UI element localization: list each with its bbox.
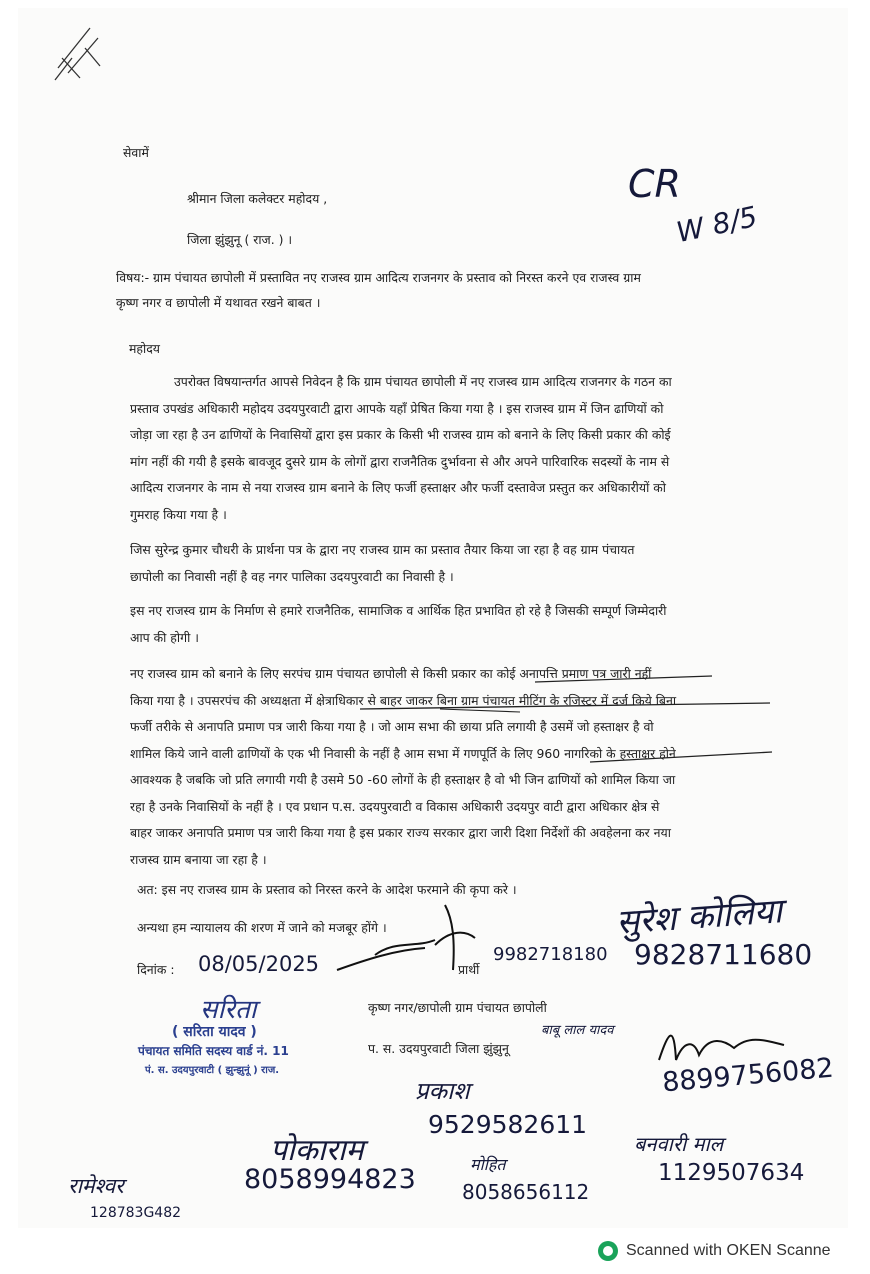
para1-line: गुमराह किया गया है । [130, 506, 227, 522]
place-line1: कृष्ण नगर/छापोली ग्राम पंचायत छापोली [368, 1000, 547, 1015]
para3-line: आप की होगी । [130, 629, 199, 645]
name-pokram: पोकाराम [270, 1133, 364, 1168]
salutation-to: सेवामें [123, 145, 149, 160]
para1-line: उपरोक्त विषयान्तर्गत आपसे निवेदन है कि ग्राम पंचायत छापोली में नए राजस्व ग्राम आदित्य राजनगर के गठन का [174, 374, 672, 389]
stamp-line1: पंचायत समिति सदस्य वार्ड नं. 11 [138, 1044, 289, 1058]
phone-mohit: 8058656112 [462, 1180, 590, 1204]
stamp-signature: सरिता [200, 995, 257, 1025]
place-line2: प. स. उदयपुरवाटी जिला झुंझुनू [368, 1041, 509, 1056]
phone-babulal: 8899756082 [660, 1052, 835, 1099]
para4-line: आवश्यक है जबकि जो प्रति लगायी गयी है उसमे 50 -60 लोगों के ही हस्ताक्षर है वो भी जिन ढाणियों को शामिल किया जा [130, 772, 676, 787]
top-note: W 8/5 [673, 199, 761, 250]
date-value: 08/05/2025 [198, 952, 320, 976]
warning-line: अन्यथा हम न्यायालय की शरण में जाने को मजबूर होंगे । [137, 920, 387, 935]
para4-line: रहा है उनके निवासियों के नहीं है । एव प्रधान प.स. उदयपुरवाटी व विकास अधिकारी उदयपुर वाटी द्वारा अधिकार क्षेत्र से [130, 798, 660, 814]
phone-ramesh: 128783G482 [90, 1205, 182, 1221]
recipient-line1: श्रीमान जिला कलेक्टर महोदय , [187, 191, 328, 206]
greeting: महोदय [129, 341, 160, 356]
para3-line: इस नए राजस्व ग्राम के निर्माण से हमारे राजनैतिक, सामाजिक व आर्थिक हित प्रभावित हो रहे है जिसकी सम्पूर्ण जिम्मेदारी [130, 603, 667, 618]
scanner-logo-icon [598, 1241, 618, 1261]
name-suresh: सुरेश कोलिया [614, 891, 784, 943]
para4-line: फर्जी तरीके से अनापति प्रमाण पत्र जारी किया गया है । जो आम सभा की छाया प्रति लगायी है उसमें जो हस्ताक्षर है वो [130, 719, 654, 734]
request-line: अत: इस नए राजस्व ग्राम के प्रस्ताव को निरस्त करने के आदेश फरमाने की कृपा करे । [137, 882, 517, 897]
para2-line: छापोली का निवासी नहीं है वह नगर पालिका उदयपुरवाटी का निवासी है । [130, 568, 454, 584]
para4-line: किया गया है । उपसरपंच की अध्यक्षता में क्षेत्राधिकार से बाहर जाकर बिना ग्राम पंचायत मीटिंग के रजिस्टर में दर्ज किये बिना [130, 692, 677, 708]
phone-suresh: 9828711680 [634, 938, 813, 971]
para2-line: जिस सुरेन्द्र कुमार चौधरी के प्रार्थना पत्र के द्वारा नए राजस्व ग्राम का प्रस्ताव तैयार किया जा रहा है वह ग्राम पंचायत [130, 542, 635, 557]
applicant-label: प्रार्थी [458, 962, 480, 977]
para4-line: नए राजस्व ग्राम को बनाने के लिए सरपंच ग्राम पंचायत छापोली से किसी प्रकार का कोई अनापत्ति प्रमाण पत्र जारी नहीं [130, 666, 652, 681]
para1-line: प्रस्ताव उपखंड अधिकारी महोदय उदयपुरवाटी द्वारा आपके यहाँ प्रेषित किया गया है । इस राजस्व ग्राम में जिन ढाणियों को [130, 400, 664, 416]
phone-prakash: 9529582611 [428, 1110, 588, 1139]
phone-banwari: 1129507634 [658, 1160, 805, 1186]
name-babulal: बाबू लाल यादव [541, 1023, 614, 1038]
subject-line2: कृष्ण नगर व छापोली में यथावत रखने बाबत । [116, 295, 321, 310]
name-prakash: प्रकाश [415, 1077, 470, 1105]
recipient-line2: जिला झुंझुनू ( राज. ) । [187, 232, 293, 247]
stamp-name: ( सरिता यादव ) [172, 1024, 257, 1040]
scanner-watermark [598, 1237, 831, 1265]
para4-line: शामिल किये जाने वाली ढाणियों के एक भी निवासी के नहीं है आम सभा में गणपूर्ति के लिए 960 नागरिको के हस्ताक्षर होने [130, 745, 676, 761]
name-banwari: बनवारी माल [634, 1132, 724, 1156]
scanner-text: Scanned with OKEN Scanne [626, 1242, 831, 1259]
name-mohit: मोहित [470, 1155, 506, 1174]
para1-line: जोड़ा जा रहा है उन ढाणियों के निवासियों द्वारा इस प्रकार के किसी भी राजस्व ग्राम को बनाने के लिए किसी प्रकार की कोई [130, 427, 671, 442]
subject-line1: विषय:- ग्राम पंचायत छापोली में प्रस्तावित नए राजस्व ग्राम आदित्य राजनगर के प्रस्ताव को निरस्त करने एव राजस्व ग्राम [116, 270, 641, 285]
para1-line: आदित्य राजनगर के नाम से नया राजस्व ग्राम बनाने के लिए फर्जी हस्ताक्षर और फर्जी दस्तावेज प्रस्तुत कर अधिकारीयों को [130, 480, 666, 495]
name-ramesh: रामेश्वर [68, 1174, 124, 1198]
para4-line: राजस्व ग्राम बनाया जा रहा है । [130, 851, 267, 867]
top-initials: CR [628, 162, 681, 206]
para4-line: बाहर जाकर अनापति प्रमाण पत्र जारी किया गया है इस प्रकार राज्य सरकार द्वारा जारी दिशा निर्देशों की अवहेलना कर नया [130, 825, 671, 840]
stamp-line2: पं. स. उदयपुरवाटी ( झुन्झुनूं ) राज. [145, 1065, 280, 1076]
phone-pokram: 8058994823 [244, 1164, 416, 1195]
date-label: दिनांक : [137, 962, 175, 977]
phone-main: 9982718180 [493, 944, 608, 965]
para1-line: मांग नहीं की गयी है इसके बावजूद दुसरे ग्राम के लोगों द्वारा राजनैतिक दुर्भावना से और अपने पारिवारिक सदस्यों के नाम से [130, 453, 670, 469]
